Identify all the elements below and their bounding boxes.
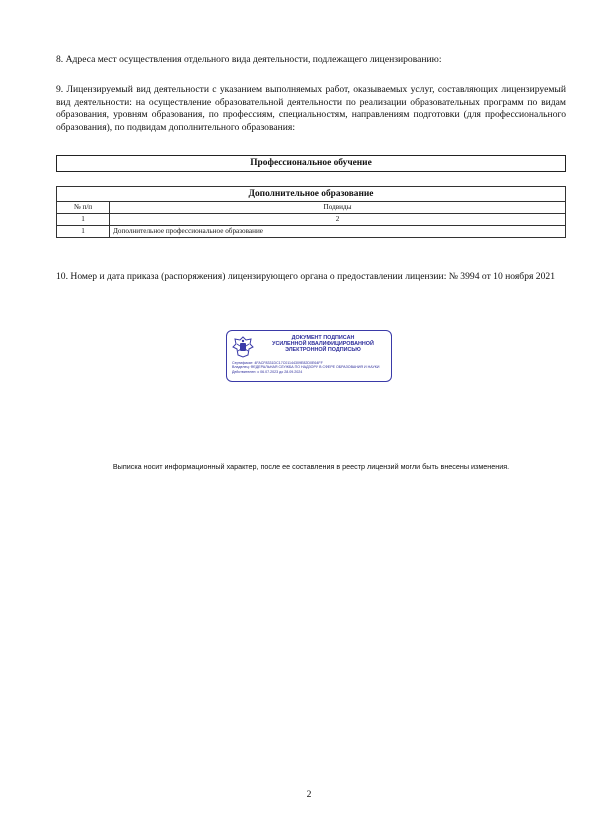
stamp-heading-line-2: УСИЛЕННОЙ КВАЛИФИЦИРОВАННОЙ bbox=[272, 341, 374, 348]
table-row bbox=[57, 226, 566, 238]
stamp-validity: Действителен: с 06.07.2023 до 28.09.2024 bbox=[232, 369, 303, 374]
column-number-1: 1 bbox=[57, 214, 110, 226]
coat-of-arms-icon bbox=[232, 335, 254, 359]
page-number: 2 bbox=[306, 789, 312, 800]
additional-education-title: Дополнительное образование bbox=[57, 187, 566, 202]
section-10-order-number: 10. Номер и дата приказа (распоряжения) лицензирующего органа о предоставлении лицензии: № 3994 от 10 ноября 2021 bbox=[56, 271, 555, 282]
electronic-signature-stamp bbox=[226, 330, 392, 382]
stamp-details bbox=[232, 361, 390, 374]
section-9-licensed-activity: 9. Лицензируемый вид деятельности с указанием выполняемых работ, оказываемых услуг, составляющих лицензируемый вид деятельности: на осуществление образовательной деятельности по реализации образовательных программ по видам образования, уровням образования, по профессиям, специальностям, направлениям подготовки (для профессионального образования), по подвидам дополнительного образования: bbox=[56, 84, 566, 133]
professional-training-header: Профессиональное обучение bbox=[56, 155, 566, 172]
footer-note: Выписка носит информационный характер, после ее составления в реестр лицензий могли быть внесены изменения. bbox=[112, 462, 510, 471]
table-number-row bbox=[57, 214, 566, 226]
table-header-row bbox=[57, 202, 566, 214]
stamp-certificate: Сертификат: 4FACF8331DC17C01144309E82D0E64FF bbox=[232, 361, 323, 365]
stamp-heading-line-3: ЭЛЕКТРОННОЙ ПОДПИСЬЮ bbox=[285, 347, 361, 354]
row-index: 1 bbox=[57, 226, 110, 238]
additional-education-table bbox=[56, 186, 566, 238]
stamp-heading-line-1: ДОКУМЕНТ ПОДПИСАН bbox=[291, 335, 355, 341]
column-number-2: 2 bbox=[110, 214, 566, 226]
stamp-heading bbox=[257, 335, 389, 354]
column-header-subtypes: Подвиды bbox=[110, 202, 566, 214]
table-title-row bbox=[57, 187, 566, 202]
column-header-number: № п/п bbox=[57, 202, 110, 214]
section-8-addresses: 8. Адреса мест осуществления отдельного вида деятельности, подлежащего лицензированию: bbox=[56, 54, 442, 65]
stamp-owner: Владелец: ФЕДЕРАЛЬНАЯ СЛУЖБА ПО НАДЗОРУ В СФЕРЕ ОБРАЗОВАНИЯ И НАУКИ bbox=[232, 365, 380, 370]
row-subtype: Дополнительное профессиональное образование bbox=[110, 226, 566, 238]
